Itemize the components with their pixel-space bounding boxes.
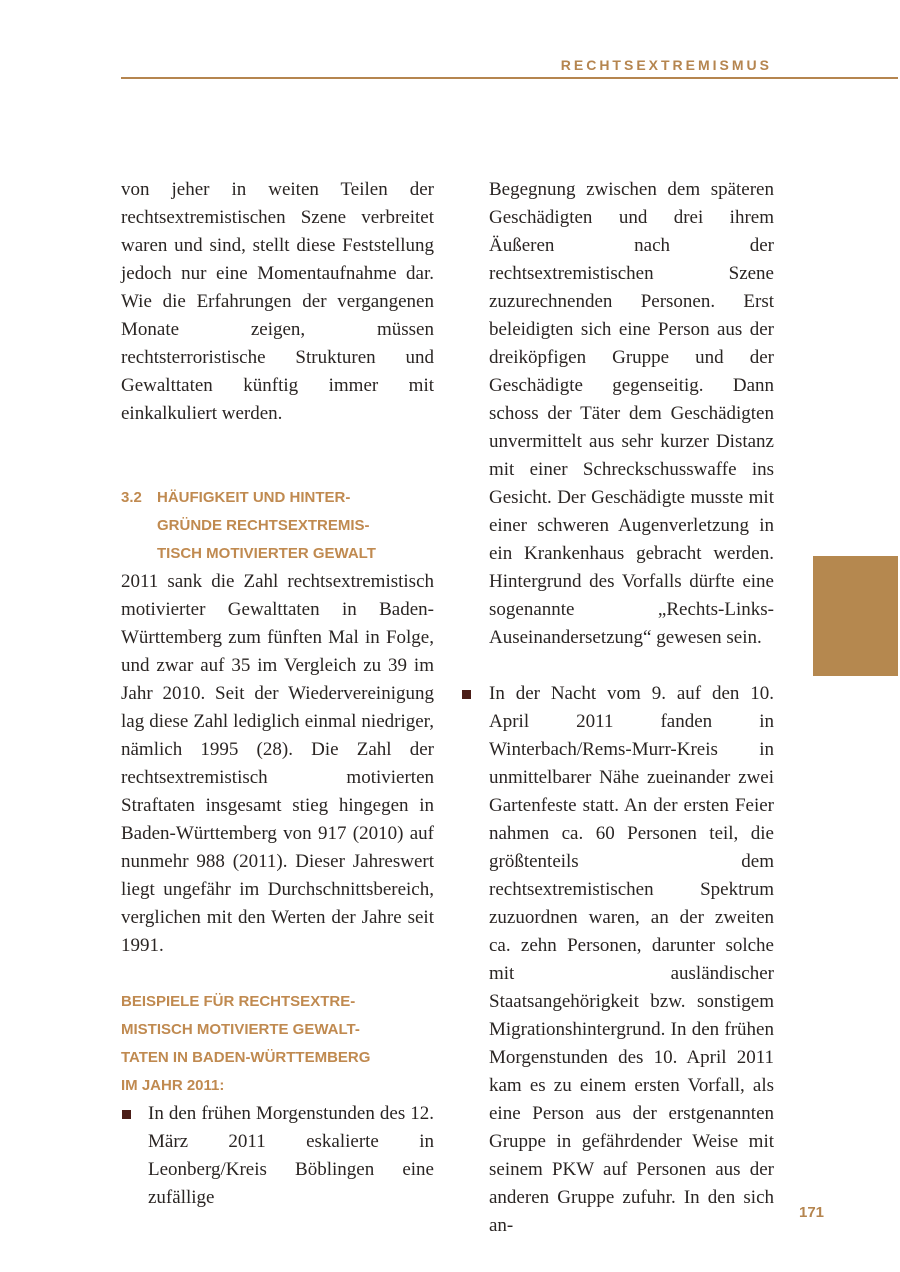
- examples-heading-line1: BEISPIELE FÜR RECHTSEXTRE-: [121, 993, 356, 1010]
- left-column: [121, 176, 434, 1212]
- section-heading: [121, 484, 434, 568]
- section-paragraph: 2011 sank die Zahl rechtsextremistisch motivierter Gewalttaten in Baden-Württemberg zum fünften Mal in Folge, und zwar auf 35 im Vergleich zu 39 im Jahr 2010. Seit der Wiedervereinigung lag diese Zahl lediglich einmal niedriger, nämlich 1995 (28). Die Zahl der rechtsextremistisch motivierten Straftaten insgesamt stieg hingegen in Baden-Württemberg von 917 (2010) auf nunmehr 988 (2011). Dieser Jahreswert liegt ungefähr im Durchschnittsbereich, verglichen mit den Werten der Jahre seit 1991.: [121, 571, 434, 956]
- page-number: 171: [799, 1204, 825, 1221]
- section-title-line1: HÄUFIGKEIT UND HINTER-: [157, 489, 351, 506]
- bullet-1-text-start: In den frühen Morgenstunden des 12. März 2011 eskalierte in Leonberg/Kreis Böblingen eine zufällige: [148, 1103, 434, 1208]
- examples-heading-line4: IM JAHR 2011:: [121, 1077, 225, 1094]
- running-title: RECHTSEXTREMISMUS: [560, 57, 772, 73]
- bullet-square-icon: [462, 690, 471, 699]
- header-rule: [121, 77, 898, 79]
- right-column: [489, 176, 774, 1240]
- section-title-line2: GRÜNDE RECHTSEXTREMIS-: [157, 517, 370, 534]
- examples-heading: [121, 988, 434, 1100]
- examples-heading-line2: MISTISCH MOTIVIERTE GEWALT-: [121, 1021, 360, 1038]
- intro-paragraph: von jeher in weiten Teilen der rechtsextremistischen Szene verbreitet waren und sind, stellt diese Feststellung jedoch nur eine Momentaufnahme dar. Wie die Erfahrungen der vergangenen Monate zeigen, müssen rechtsterroristische Strukturen und Gewalttaten künftig immer mit einkalkuliert werden.: [121, 179, 434, 424]
- section-number: 3.2: [121, 489, 142, 506]
- bullet-item-1: [121, 1100, 434, 1212]
- bullet-1-text-continuation: Begegnung zwischen dem späteren Geschädigten und drei ihrem Äußeren nach der rechtsextremistischen Szene zuzurechnenden Personen. Erst beleidigten sich eine Person aus der dreiköpfigen Gruppe und der Geschädigte gegenseitig. Dann schoss der Täter dem Geschädigten unvermittelt aus sehr kurzer Distanz mit einer Schreckschusswaffe ins Gesicht. Der Geschädigte musste mit einer schweren Augenverletzung in ein Krankenhaus gebracht werden. Hintergrund des Vorfalls dürfte eine sogenannte „Rechts-Links-Auseinandersetzung“ gewesen sein.: [489, 179, 774, 648]
- bullet-2-text: In der Nacht vom 9. auf den 10. April 2011 fanden in Winterbach/Rems-Murr-Kreis in unmittelbarer Nähe zueinander zwei Gartenfeste statt. An der ersten Feier nahmen ca. 60 Personen teil, die größtenteils dem rechtsextremistischen Spektrum zuzuordnen waren, an der zweiten ca. zehn Personen, darunter solche mit ausländischer Staatsangehörigkeit bzw. sonstigem Migrationshintergrund. In den frühen Morgenstunden des 10. April 2011 kam es zu einem ersten Vorfall, als eine Person aus der erstgenannten Gruppe in gefährdender Weise mit seinem PKW auf Personen aus der anderen Gruppe zufuhr. In den sich an-: [489, 683, 774, 1236]
- examples-heading-line3: TATEN IN BADEN-WÜRTTEMBERG: [121, 1049, 371, 1066]
- bullet-square-icon: [122, 1110, 131, 1119]
- chapter-tab-marker: [813, 556, 898, 676]
- bullet-item-2: [489, 680, 774, 1240]
- section-title-line3: TISCH MOTIVIERTER GEWALT: [157, 545, 376, 562]
